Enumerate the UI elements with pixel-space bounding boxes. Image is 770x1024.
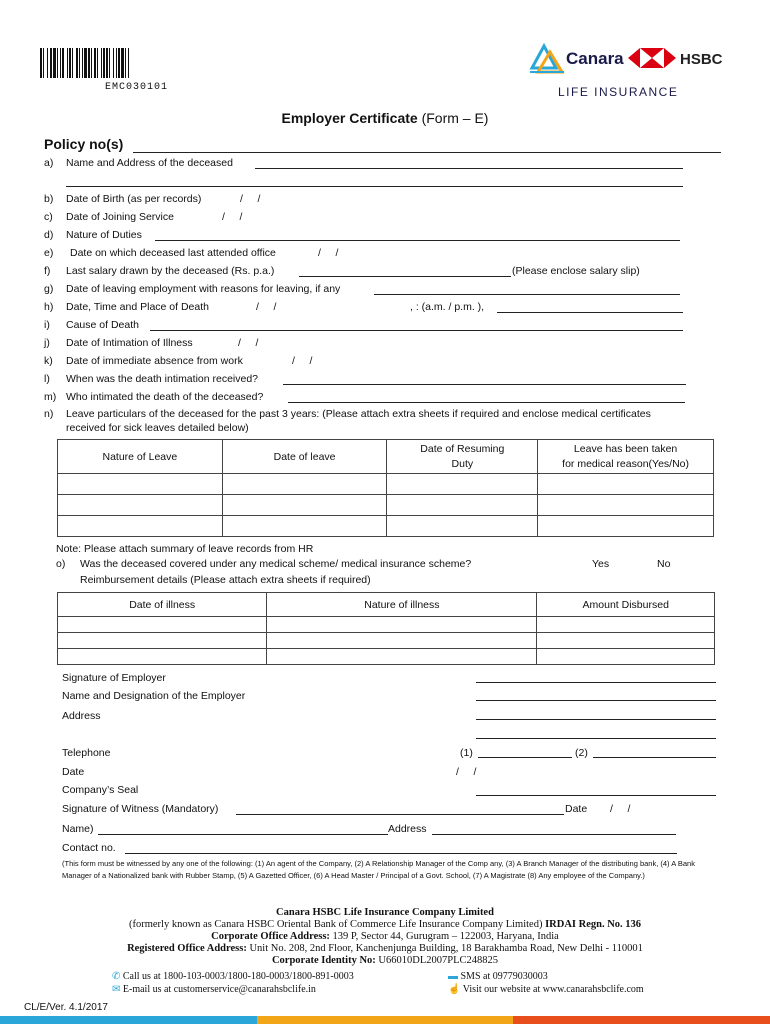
table-row[interactable]	[58, 649, 715, 665]
field-n-cont: received for sick leaves detailed below)	[66, 422, 249, 434]
call-us: ✆ Call us at 1800-103-0003/1800-180-0003/1800-891-0003	[112, 971, 354, 982]
witness-address-input[interactable]	[432, 834, 676, 835]
svg-text:LIFE INSURANCE: LIFE INSURANCE	[558, 85, 679, 99]
hr-note: Note: Please attach summary of leave records from HR	[56, 543, 314, 555]
corporate-office: Corporate Office Address: 139 P, Sector 44, Gurugram – 122003, Haryana, India	[211, 931, 559, 942]
mail-icon: ✉	[112, 984, 121, 995]
death-place-input[interactable]	[497, 312, 683, 313]
svg-text:HSBC: HSBC	[680, 51, 723, 68]
witness-note: (This form must be witnessed by any one of the following: (1) An agent of the Company, (2) A Relationship Manager of the Comp any, (3) A Branch Manager of the distributing bank, (4) A Bank Manager of a Nationalized bank with Rubber Stamp, (5) A Gazetted Officer, (6) A Head Master / Principal of a Govt. School, (7) A Magistrate (8) Any employee of the Company.)	[62, 859, 695, 880]
joining-date-seps[interactable]: / /	[222, 211, 243, 223]
phone-icon: ✆	[112, 971, 121, 982]
contact-label: Contact no.	[62, 842, 116, 854]
employer-signature-label: Signature of Employer	[62, 672, 166, 684]
employer-address-label: Address	[62, 710, 101, 722]
last-attended-date-seps[interactable]: / /	[318, 247, 339, 259]
version: CL/E/Ver. 4.1/2017	[24, 1002, 108, 1013]
barcode	[40, 48, 235, 78]
tel1-label: (1)	[460, 747, 473, 759]
illness-table	[57, 592, 715, 665]
intimated-by-input[interactable]	[288, 402, 685, 403]
col-nature-of-illness: Nature of illness	[267, 593, 537, 617]
leave-table	[57, 439, 714, 537]
death-date-seps[interactable]: / /	[256, 301, 277, 313]
col-medical-reason: Leave has been taken for medical reason(Yes/No)	[538, 440, 714, 474]
employer-date-seps[interactable]: / /	[456, 766, 477, 778]
death-time-label: , : (a.m. / p.m. ),	[410, 301, 485, 313]
website[interactable]: ☝ Visit our website at www.canarahsbclife.com	[448, 984, 644, 995]
employer-name-input[interactable]	[476, 700, 716, 701]
intimation-received-input[interactable]	[283, 384, 686, 385]
table-row[interactable]	[58, 474, 714, 495]
table-row[interactable]	[58, 633, 715, 649]
col-nature-of-leave: Nature of Leave	[58, 440, 223, 474]
sms-icon: ▬	[448, 971, 458, 982]
employer-signature-input[interactable]	[476, 682, 716, 683]
date-label: Date	[62, 766, 85, 778]
col-amount-disbursed: Amount Disbursed	[537, 593, 715, 617]
yes-option[interactable]: Yes	[592, 558, 610, 570]
salary-input[interactable]	[299, 276, 511, 277]
witness-name-label: Name)	[62, 823, 94, 835]
company-formerly: (formerly known as Canara HSBC Oriental Bank of Commerce Life Insurance Company Limited) IRDAI Regn. No. 136	[128, 919, 642, 930]
witness-address-label: Address	[388, 823, 427, 835]
barcode-number: EMC030101	[105, 82, 169, 93]
policy-label: Policy no(s)	[44, 136, 124, 152]
table-row[interactable]	[58, 617, 715, 633]
salary-note: (Please enclose salary slip)	[512, 265, 640, 277]
witness-signature-label: Signature of Witness (Mandatory)	[62, 803, 219, 815]
tel2-input[interactable]	[593, 757, 716, 758]
dob-date-seps[interactable]: / /	[240, 193, 261, 205]
cause-input[interactable]	[150, 330, 683, 331]
col-date-resuming: Date of Resuming Duty	[387, 440, 538, 474]
witness-name-input[interactable]	[98, 834, 388, 835]
svg-text:Canara: Canara	[566, 49, 624, 68]
email-us: ✉ E-mail us at customerservice@canarahsbclife.in	[112, 984, 316, 995]
contact-input[interactable]	[125, 853, 677, 854]
color-bar	[0, 1016, 770, 1024]
no-option[interactable]: No	[657, 558, 671, 570]
table-row[interactable]	[58, 495, 714, 516]
policy-input[interactable]	[133, 152, 721, 153]
registered-office: Registered Office Address: Unit No. 208, 2nd Floor, Kanchenjunga Building, 18 Barakhamba Road, New Delhi - 110001	[127, 943, 643, 954]
company-seal-label: Company’s Seal	[62, 784, 139, 796]
col-date-of-leave: Date of leave	[222, 440, 387, 474]
tel1-input[interactable]	[478, 757, 572, 758]
employer-address-input-1[interactable]	[476, 719, 716, 720]
pointer-icon: ☝	[448, 984, 461, 995]
canara-hsbc-logo	[528, 42, 728, 102]
reimbursement-label: Reimbursement details (Please attach extra sheets if required)	[80, 574, 371, 586]
cin: Corporate Identity No: U66010DL2007PLC248825	[271, 955, 499, 966]
witness-signature-input[interactable]	[236, 814, 564, 815]
table-row[interactable]	[58, 516, 714, 537]
leaving-input[interactable]	[374, 294, 680, 295]
witness-date-seps[interactable]: / /	[610, 803, 631, 815]
tel2-label: (2)	[575, 747, 588, 759]
duties-input[interactable]	[155, 240, 680, 241]
illness-intimation-date-seps[interactable]: / /	[238, 337, 259, 349]
col-date-of-illness: Date of illness	[58, 593, 267, 617]
company-seal-input[interactable]	[476, 795, 716, 796]
employer-name-label: Name and Designation of the Employer	[62, 690, 246, 702]
sms-us: ▬ SMS at 09779030003	[448, 971, 548, 982]
deceased-address-input[interactable]	[66, 186, 683, 187]
form-title: Employer Certificate (Form – E)	[281, 110, 489, 126]
deceased-name-input[interactable]	[255, 168, 683, 169]
company-name: Canara HSBC Life Insurance Company Limited	[276, 907, 494, 918]
telephone-label: Telephone	[62, 747, 111, 759]
witness-date-label: Date	[565, 803, 588, 815]
employer-address-input-2[interactable]	[476, 738, 716, 739]
absence-date-seps[interactable]: / /	[292, 355, 313, 367]
